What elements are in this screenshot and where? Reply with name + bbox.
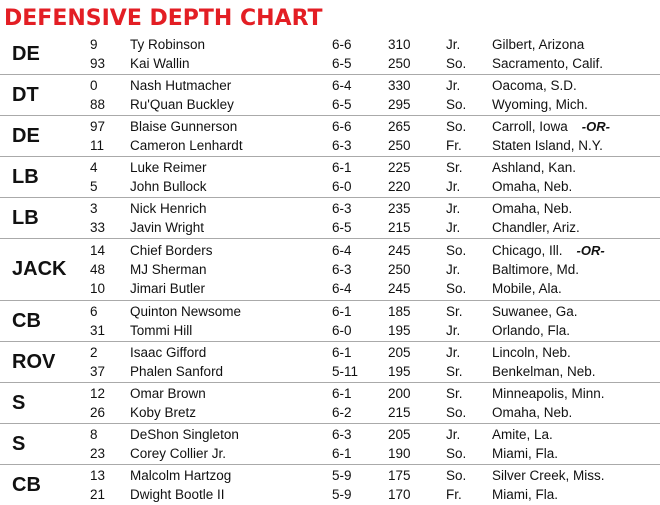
player-row — [0, 403, 660, 422]
player-hometown: Lincoln, Neb. — [492, 345, 571, 360]
player-row — [0, 117, 660, 136]
position-group — [0, 301, 660, 342]
player-row — [0, 425, 660, 444]
player-height: 6-0 — [332, 179, 352, 194]
player-weight: 200 — [388, 386, 411, 401]
player-name: Isaac Gifford — [130, 345, 207, 360]
player-hometown: Chandler, Ariz. — [492, 220, 580, 235]
player-hometown: Mobile, Ala. — [492, 281, 562, 296]
player-year: Jr. — [446, 427, 461, 442]
player-hometown: Benkelman, Neb. — [492, 364, 596, 379]
player-row — [0, 260, 660, 279]
jersey-number: 14 — [90, 243, 106, 258]
position-label: LB — [12, 165, 39, 188]
player-row — [0, 136, 660, 155]
player-height: 6-1 — [332, 386, 352, 401]
player-name: Jimari Butler — [130, 281, 206, 296]
jersey-number: 26 — [90, 405, 106, 420]
position-label: CB — [12, 309, 41, 332]
jersey-number: 9 — [90, 37, 98, 52]
player-row — [0, 218, 660, 237]
position-label: S — [12, 391, 26, 414]
player-height: 6-4 — [332, 281, 352, 296]
player-height: 5-9 — [332, 468, 352, 483]
player-name: Ru'Quan Buckley — [130, 97, 234, 112]
jersey-number: 11 — [90, 138, 105, 153]
player-weight: 225 — [388, 160, 411, 175]
player-weight: 185 — [388, 304, 411, 319]
position-label: CB — [12, 473, 41, 496]
page-title: DEFENSIVE DEPTH CHART — [4, 6, 323, 31]
depth-chart-table — [0, 34, 660, 505]
player-name: Koby Bretz — [130, 405, 197, 420]
player-hometown: Suwanee, Ga. — [492, 304, 578, 319]
player-weight: 190 — [388, 446, 411, 461]
player-weight: 250 — [388, 262, 411, 277]
player-height: 6-3 — [332, 427, 352, 442]
or-note: -OR- — [576, 243, 605, 258]
position-label: ROV — [12, 350, 56, 373]
player-hometown: Baltimore, Md. — [492, 262, 580, 277]
jersey-number: 31 — [90, 323, 106, 338]
position-label: DT — [12, 83, 39, 106]
jersey-number: 37 — [90, 364, 106, 379]
player-name: Kai Wallin — [130, 56, 190, 71]
player-year: Jr. — [446, 345, 461, 360]
player-height: 6-1 — [332, 304, 352, 319]
player-weight: 250 — [388, 56, 411, 71]
player-hometown: Wyoming, Mich. — [492, 97, 588, 112]
player-name: DeShon Singleton — [130, 427, 239, 442]
player-year: Sr. — [446, 160, 463, 175]
position-group — [0, 424, 660, 465]
player-hometown: Gilbert, Arizona — [492, 37, 585, 52]
player-year: So. — [446, 446, 467, 461]
player-year: So. — [446, 243, 467, 258]
player-weight: 295 — [388, 97, 411, 112]
player-height: 6-3 — [332, 201, 352, 216]
player-hometown: Silver Creek, Miss. — [492, 468, 605, 483]
position-group — [0, 157, 660, 198]
player-weight: 310 — [388, 37, 411, 52]
player-height: 6-4 — [332, 78, 352, 93]
player-weight: 215 — [388, 220, 411, 235]
player-height: 6-1 — [332, 446, 352, 461]
position-group — [0, 75, 660, 116]
jersey-number: 2 — [90, 345, 98, 360]
player-height: 6-1 — [332, 160, 352, 175]
player-weight: 220 — [388, 179, 411, 194]
position-group — [0, 116, 660, 157]
position-label: DE — [12, 124, 40, 147]
player-row — [0, 54, 660, 73]
jersey-number: 23 — [90, 446, 106, 461]
jersey-number: 0 — [90, 78, 98, 93]
player-hometown: Staten Island, N.Y. — [492, 138, 603, 153]
player-weight: 215 — [388, 405, 411, 420]
player-name: Chief Borders — [130, 243, 213, 258]
player-name: Phalen Sanford — [130, 364, 224, 379]
jersey-number: 21 — [90, 487, 106, 502]
position-group — [0, 465, 660, 505]
player-name: Nash Hutmacher — [130, 78, 232, 93]
jersey-number: 48 — [90, 262, 106, 277]
position-group — [0, 34, 660, 75]
jersey-number: 10 — [90, 281, 106, 296]
player-year: Jr. — [446, 37, 461, 52]
player-row — [0, 321, 660, 340]
player-name: Corey Collier Jr. — [130, 446, 227, 461]
player-row — [0, 199, 660, 218]
jersey-number: 3 — [90, 201, 98, 216]
player-height: 6-0 — [332, 323, 352, 338]
player-height: 6-4 — [332, 243, 352, 258]
player-name: Malcolm Hartzog — [130, 468, 232, 483]
player-year: Sr. — [446, 386, 463, 401]
player-weight: 250 — [388, 138, 411, 153]
player-year: Jr. — [446, 78, 461, 93]
player-name: Omar Brown — [130, 386, 206, 401]
player-year: So. — [446, 281, 467, 296]
player-row — [0, 384, 660, 403]
player-weight: 265 — [388, 119, 411, 134]
player-hometown: Sacramento, Calif. — [492, 56, 604, 71]
player-year: Jr. — [446, 323, 461, 338]
jersey-number: 88 — [90, 97, 106, 112]
player-weight: 195 — [388, 364, 411, 379]
player-row — [0, 444, 660, 463]
player-hometown: Minneapolis, Minn. — [492, 386, 605, 401]
jersey-number: 13 — [90, 468, 106, 483]
jersey-number: 4 — [90, 160, 98, 175]
player-name: John Bullock — [130, 179, 207, 194]
player-name: Cameron Lenhardt — [130, 138, 243, 153]
player-height: 6-3 — [332, 262, 352, 277]
player-height: 5-11 — [332, 364, 359, 379]
player-year: Jr. — [446, 262, 461, 277]
jersey-number: 6 — [90, 304, 98, 319]
player-height: 5-9 — [332, 487, 352, 502]
player-weight: 170 — [388, 487, 411, 502]
player-height: 6-6 — [332, 37, 352, 52]
jersey-number: 93 — [90, 56, 106, 71]
jersey-number: 8 — [90, 427, 98, 442]
position-group — [0, 342, 660, 383]
player-year: Sr. — [446, 304, 463, 319]
player-year: So. — [446, 56, 467, 71]
player-height: 6-5 — [332, 97, 352, 112]
position-label: LB — [12, 206, 39, 229]
position-label: DE — [12, 42, 40, 65]
player-height: 6-5 — [332, 56, 352, 71]
player-year: So. — [446, 405, 467, 420]
player-year: Fr. — [446, 487, 462, 502]
player-height: 6-6 — [332, 119, 352, 134]
player-height: 6-5 — [332, 220, 352, 235]
player-row — [0, 241, 660, 260]
player-name: Javin Wright — [130, 220, 205, 235]
player-name: Luke Reimer — [130, 160, 207, 175]
player-row — [0, 485, 660, 504]
player-name: MJ Sherman — [130, 262, 207, 277]
position-group — [0, 239, 660, 301]
player-row — [0, 279, 660, 298]
player-hometown: Omaha, Neb. — [492, 201, 573, 216]
player-weight: 245 — [388, 281, 411, 296]
player-name: Dwight Bootle II — [130, 487, 225, 502]
player-row — [0, 95, 660, 114]
player-year: So. — [446, 468, 467, 483]
player-hometown: Ashland, Kan. — [492, 160, 577, 175]
player-weight: 205 — [388, 427, 411, 442]
jersey-number: 97 — [90, 119, 106, 134]
player-hometown: Chicago, Ill. -OR- — [492, 243, 605, 258]
jersey-number: 12 — [90, 386, 106, 401]
position-label: S — [12, 432, 26, 455]
player-name: Tommi Hill — [130, 323, 193, 338]
player-weight: 330 — [388, 78, 411, 93]
jersey-number: 33 — [90, 220, 106, 235]
player-year: Jr. — [446, 220, 461, 235]
player-year: So. — [446, 97, 467, 112]
player-weight: 235 — [388, 201, 411, 216]
player-hometown: Amite, La. — [492, 427, 553, 442]
player-row — [0, 343, 660, 362]
player-row — [0, 76, 660, 95]
player-year: Sr. — [446, 364, 463, 379]
player-weight: 175 — [388, 468, 411, 483]
player-year: So. — [446, 119, 467, 134]
player-hometown: Carroll, Iowa -OR- — [492, 119, 610, 134]
position-group — [0, 383, 660, 424]
player-height: 6-2 — [332, 405, 352, 420]
position-group — [0, 198, 660, 239]
player-weight: 245 — [388, 243, 411, 258]
player-year: Fr. — [446, 138, 462, 153]
player-row — [0, 35, 660, 54]
jersey-number: 5 — [90, 179, 98, 194]
player-weight: 205 — [388, 345, 411, 360]
player-hometown: Oacoma, S.D. — [492, 78, 577, 93]
player-name: Nick Henrich — [130, 201, 207, 216]
player-height: 6-3 — [332, 138, 352, 153]
player-hometown: Miami, Fla. — [492, 446, 559, 461]
player-hometown: Omaha, Neb. — [492, 179, 573, 194]
player-name: Quinton Newsome — [130, 304, 242, 319]
player-year: Jr. — [446, 179, 461, 194]
player-height: 6-1 — [332, 345, 352, 360]
player-hometown: Miami, Fla. — [492, 487, 559, 502]
player-row — [0, 466, 660, 485]
player-hometown: Omaha, Neb. — [492, 405, 573, 420]
player-year: Jr. — [446, 201, 461, 216]
player-row — [0, 177, 660, 196]
player-name: Blaise Gunnerson — [130, 119, 238, 134]
player-weight: 195 — [388, 323, 411, 338]
position-label: JACK — [12, 258, 67, 280]
player-row — [0, 362, 660, 381]
player-row — [0, 302, 660, 321]
player-row — [0, 158, 660, 177]
or-note: -OR- — [581, 119, 610, 134]
player-name: Ty Robinson — [130, 37, 206, 52]
player-hometown: Orlando, Fla. — [492, 323, 571, 338]
